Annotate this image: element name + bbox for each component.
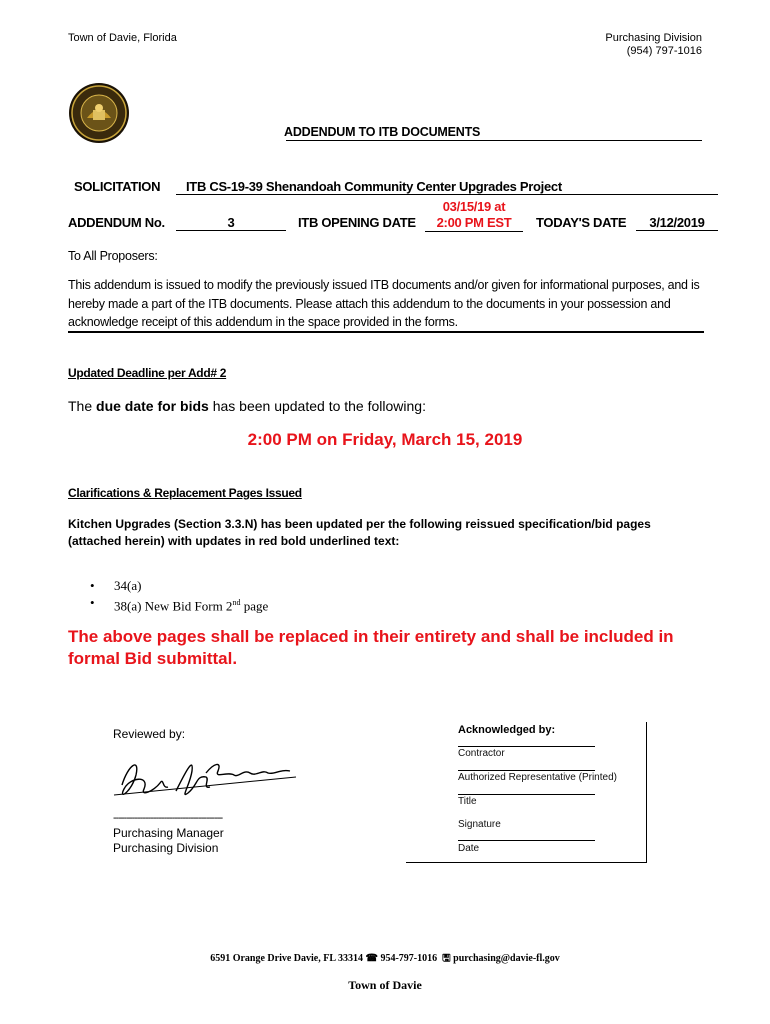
list-item bbox=[90, 577, 268, 594]
footer-contact bbox=[0, 951, 770, 968]
bullet-text: 34(a) bbox=[114, 578, 142, 593]
reviewer-title-line1: Purchasing Manager bbox=[113, 826, 224, 840]
bullet-text: 38(a) New Bid Form 2 bbox=[114, 598, 233, 614]
header-division-phone: (954) 797-1016 bbox=[626, 45, 702, 57]
acknowledged-by-heading: Acknowledged by: bbox=[458, 724, 556, 736]
opening-date-value bbox=[425, 199, 523, 232]
header-town: Town of Davie, Florida bbox=[68, 32, 177, 44]
section-clarifications-heading: Clarifications & Replacement Pages Issued bbox=[68, 486, 302, 500]
bullet-icon: • bbox=[90, 578, 95, 593]
new-deadline: 2:00 PM on Friday, March 15, 2019 bbox=[247, 430, 523, 449]
bullet-text-suffix: page bbox=[240, 598, 269, 614]
due-date-sentence bbox=[68, 398, 426, 414]
date-line bbox=[458, 840, 595, 841]
signature-line: ----------------------------------------- bbox=[113, 812, 223, 824]
replacement-notice: The above pages shall be replaced in their entirety and shall be included in formal Bid submittal. bbox=[68, 627, 674, 668]
authorized-label: Authorized Representative (Printed) bbox=[458, 772, 617, 783]
contractor-line bbox=[458, 746, 595, 747]
footer-address: 6591 Orange Drive Davie, FL 33314 bbox=[210, 953, 363, 964]
due-prefix: The bbox=[68, 398, 97, 414]
addendum-label: ADDENDUM No. bbox=[68, 215, 165, 230]
date-label: Date bbox=[458, 843, 480, 854]
salutation: To All Proposers: bbox=[68, 249, 158, 263]
todays-date-value: 3/12/2019 bbox=[636, 215, 718, 231]
title-line bbox=[458, 794, 595, 795]
acknowledgement-box bbox=[406, 722, 647, 863]
header-division-name: Purchasing Division bbox=[605, 32, 702, 44]
handwritten-signature bbox=[110, 745, 300, 809]
opening-date-line2: 2:00 PM EST bbox=[436, 215, 512, 230]
list-item bbox=[90, 594, 268, 614]
reviewer-title bbox=[113, 826, 224, 856]
header-division bbox=[605, 32, 702, 58]
bullet-icon: • bbox=[90, 595, 95, 610]
document-title: ADDENDUM TO ITB DOCUMENTS bbox=[284, 125, 481, 139]
solicitation-label: SOLICITATION bbox=[74, 179, 161, 194]
reviewer-title-line2: Purchasing Division bbox=[113, 841, 219, 855]
section-deadline-heading: Updated Deadline per Add# 2 bbox=[68, 366, 227, 380]
paragraph-rule bbox=[68, 331, 704, 333]
contractor-label: Contractor bbox=[458, 748, 505, 759]
intro-paragraph: This addendum is issued to modify the previously issued ITB documents and/or given for informational purposes, and is hereby made a part of the ITB documents. Please attach this addendum to the documents in your possession and acknowledge receipt of this addendum in the space provided in the forms. bbox=[68, 278, 700, 329]
todays-date-label: TODAY'S DATE bbox=[536, 215, 627, 230]
kitchen-upgrades-text: Kitchen Upgrades (Section 3.3.N) has been updated per the following reissued specification/bid pages (attached herein) with updates in red bold underlined text: bbox=[68, 517, 651, 548]
opening-date-label: ITB OPENING DATE bbox=[298, 215, 416, 230]
title-rule bbox=[286, 140, 702, 141]
footer-email[interactable]: purchasing@davie-fl.gov bbox=[453, 953, 560, 964]
pages-list bbox=[90, 577, 268, 614]
footer-phone: 954-797-1016 bbox=[380, 953, 438, 964]
phone-icon: ☎ bbox=[365, 953, 378, 964]
footer-town: Town of Davie bbox=[348, 978, 422, 992]
title-label: Title bbox=[458, 796, 477, 807]
authorized-line bbox=[458, 770, 595, 771]
opening-date-line1: 03/15/19 at bbox=[442, 199, 506, 214]
email-icon: 🖫 bbox=[442, 953, 451, 964]
due-bold: due date for bids bbox=[96, 398, 209, 414]
town-seal-logo bbox=[68, 82, 130, 144]
reviewed-by-label: Reviewed by: bbox=[113, 727, 186, 741]
signature-label: Signature bbox=[458, 819, 501, 830]
solicitation-value: ITB CS-19-39 Shenandoah Community Center Upgrades Project bbox=[176, 179, 718, 195]
addendum-value: 3 bbox=[176, 215, 286, 231]
bullet-sup: nd bbox=[232, 598, 241, 607]
due-suffix: has been updated to the following: bbox=[208, 398, 426, 414]
